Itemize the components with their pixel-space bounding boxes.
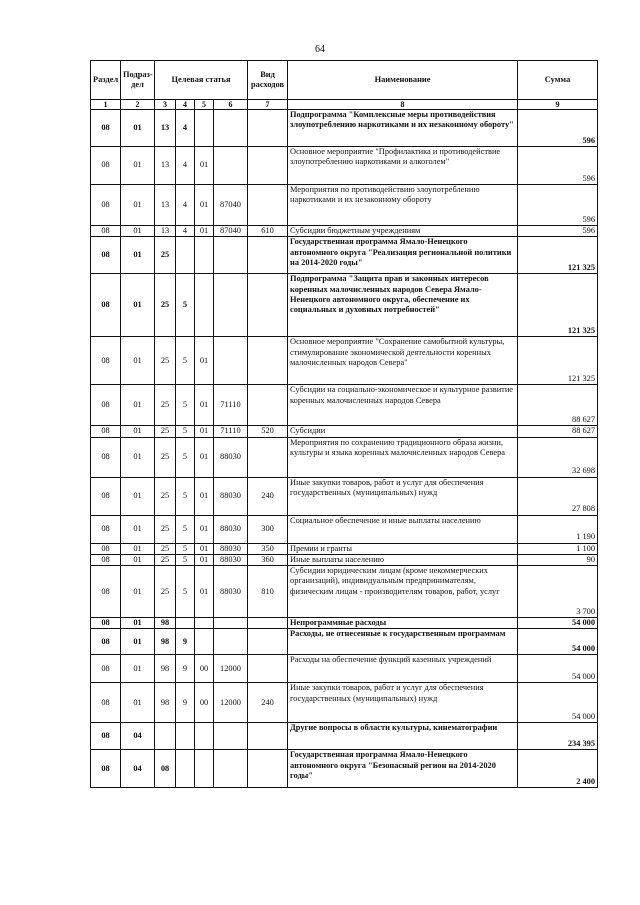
vid-cell: [248, 655, 288, 683]
sum-cell: 121 325: [518, 274, 598, 337]
razdel-cell: 08: [91, 185, 121, 226]
name-cell: Подпрограмма "Комплексные меры противодействия злоупотреблению наркотиками и их незаконному обороту": [288, 110, 518, 147]
subprogram-cell: [176, 618, 195, 629]
event-cell: 01: [195, 437, 214, 477]
name-cell: Иные закупки товаров, работ и услуг для обеспечения государственных (муниципальных) нужд: [288, 477, 518, 515]
razdel-cell: 08: [91, 543, 121, 554]
razdel-cell: 08: [91, 554, 121, 565]
direction-cell: 88030: [214, 477, 248, 515]
direction-cell: [214, 337, 248, 385]
event-cell: [195, 723, 214, 750]
razdel-cell: 08: [91, 385, 121, 426]
page-number: 64: [315, 44, 325, 55]
razdel-cell: 08: [91, 655, 121, 683]
header-razdel: Раздел: [91, 61, 121, 100]
vid-cell: 810: [248, 566, 288, 618]
event-cell: 01: [195, 226, 214, 237]
vid-cell: [248, 437, 288, 477]
table-row: [91, 385, 598, 426]
direction-cell: [214, 618, 248, 629]
direction-cell: 88030: [214, 566, 248, 618]
table-row: [91, 237, 598, 274]
event-cell: 01: [195, 185, 214, 226]
event-cell: 00: [195, 683, 214, 723]
subprogram-cell: [176, 237, 195, 274]
razdel-cell: 08: [91, 147, 121, 185]
direction-cell: [214, 274, 248, 337]
sum-cell: 90: [518, 554, 598, 565]
direction-cell: [214, 723, 248, 750]
column-number: 5: [195, 100, 214, 110]
program-cell: 25: [155, 566, 176, 618]
name-cell: Иные закупки товаров, работ и услуг для обеспечения государственных (муниципальных) нужд: [288, 683, 518, 723]
vid-cell: [248, 237, 288, 274]
program-cell: 98: [155, 618, 176, 629]
podrazdel-cell: 01: [121, 437, 155, 477]
sum-cell: 54 000: [518, 618, 598, 629]
razdel-cell: 08: [91, 723, 121, 750]
subprogram-cell: 5: [176, 274, 195, 337]
program-cell: 25: [155, 543, 176, 554]
program-cell: 25: [155, 554, 176, 565]
column-number: 6: [214, 100, 248, 110]
column-number: 3: [155, 100, 176, 110]
podrazdel-cell: 01: [121, 629, 155, 655]
vid-cell: 240: [248, 477, 288, 515]
sum-cell: 54 000: [518, 629, 598, 655]
event-cell: [195, 629, 214, 655]
program-cell: 13: [155, 226, 176, 237]
subprogram-cell: 9: [176, 629, 195, 655]
program-cell: 13: [155, 185, 176, 226]
vid-cell: [248, 723, 288, 750]
program-cell: 13: [155, 147, 176, 185]
event-cell: [195, 618, 214, 629]
vid-cell: 610: [248, 226, 288, 237]
program-cell: 98: [155, 629, 176, 655]
vid-cell: [248, 750, 288, 788]
table-row: [91, 337, 598, 385]
program-cell: 25: [155, 515, 176, 543]
event-cell: 00: [195, 655, 214, 683]
program-cell: 25: [155, 337, 176, 385]
subprogram-cell: 5: [176, 566, 195, 618]
name-cell: Субсидии юридическим лицам (кроме некоммерческих организаций), индивидуальным предпринимателям, физическим лицам - производителям товаров, работ, услуг: [288, 566, 518, 618]
vid-cell: [248, 110, 288, 147]
table-row: [91, 554, 598, 565]
sum-cell: 54 000: [518, 683, 598, 723]
direction-cell: 88030: [214, 515, 248, 543]
program-cell: 25: [155, 437, 176, 477]
podrazdel-cell: 01: [121, 655, 155, 683]
sum-cell: 1 190: [518, 515, 598, 543]
razdel-cell: 08: [91, 110, 121, 147]
table-header: [91, 61, 598, 110]
vid-cell: 300: [248, 515, 288, 543]
table-row: [91, 110, 598, 147]
sum-cell: 54 000: [518, 655, 598, 683]
program-cell: 25: [155, 426, 176, 437]
name-cell: Субсидии: [288, 426, 518, 437]
subprogram-cell: 5: [176, 515, 195, 543]
podrazdel-cell: 01: [121, 226, 155, 237]
name-cell: Непрограммные расходы: [288, 618, 518, 629]
name-cell: Подпрограмма "Защита прав и законных интересов коренных малочисленных народов Севера Ямало-Ненецкого автономного округа, обеспечение их социальных и духовных потребностей": [288, 274, 518, 337]
subprogram-cell: [176, 723, 195, 750]
sum-cell: 88 627: [518, 426, 598, 437]
name-cell: Мероприятия по сохранению традиционного образа жизни, культуры и языка коренных малочисленных народов Севера: [288, 437, 518, 477]
podrazdel-cell: 01: [121, 274, 155, 337]
razdel-cell: 08: [91, 515, 121, 543]
subprogram-cell: 9: [176, 683, 195, 723]
podrazdel-cell: 01: [121, 237, 155, 274]
razdel-cell: 08: [91, 566, 121, 618]
sum-cell: 234 395: [518, 723, 598, 750]
direction-cell: [214, 110, 248, 147]
vid-cell: 350: [248, 543, 288, 554]
name-cell: Основное мероприятие "Профилактика и противодействие злоупотреблению наркотиками и алкоголем": [288, 147, 518, 185]
table-row: [91, 226, 598, 237]
table-row: [91, 437, 598, 477]
sum-cell: 596: [518, 185, 598, 226]
event-cell: 01: [195, 147, 214, 185]
name-cell: Мероприятия по противодействию злоупотреблению наркотиками и их незаконному обороту: [288, 185, 518, 226]
direction-cell: [214, 629, 248, 655]
table-row: [91, 426, 598, 437]
vid-cell: 360: [248, 554, 288, 565]
subprogram-cell: 4: [176, 226, 195, 237]
column-number: 1: [91, 100, 121, 110]
name-cell: Основное мероприятие "Сохранение самобытной культуры, стимулирование экономической деятельности коренных малочисленных народов Севера": [288, 337, 518, 385]
vid-cell: [248, 147, 288, 185]
table-body: [91, 110, 598, 788]
podrazdel-cell: 01: [121, 683, 155, 723]
vid-cell: [248, 618, 288, 629]
podrazdel-cell: 01: [121, 618, 155, 629]
podrazdel-cell: 01: [121, 477, 155, 515]
subprogram-cell: 4: [176, 185, 195, 226]
podrazdel-cell: 01: [121, 337, 155, 385]
subprogram-cell: 5: [176, 543, 195, 554]
razdel-cell: 08: [91, 618, 121, 629]
column-number: 7: [248, 100, 288, 110]
subprogram-cell: 5: [176, 554, 195, 565]
program-cell: 25: [155, 477, 176, 515]
program-cell: 25: [155, 237, 176, 274]
name-cell: Социальное обеспечение и иные выплаты населению: [288, 515, 518, 543]
table-row: [91, 618, 598, 629]
subprogram-cell: 5: [176, 477, 195, 515]
header-sum: Сумма: [518, 61, 598, 100]
header-vid: Вид расходов: [248, 61, 288, 100]
event-cell: [195, 274, 214, 337]
sum-cell: 596: [518, 147, 598, 185]
podrazdel-cell: 01: [121, 554, 155, 565]
name-cell: Расходы, не отнесенные к государственным программам: [288, 629, 518, 655]
direction-cell: 12000: [214, 655, 248, 683]
razdel-cell: 08: [91, 750, 121, 788]
name-cell: Субсидии на социально-экономическое и культурное развитие коренных малочисленных народов Севера: [288, 385, 518, 426]
razdel-cell: 08: [91, 437, 121, 477]
direction-cell: 88030: [214, 543, 248, 554]
direction-cell: 12000: [214, 683, 248, 723]
name-cell: Субсидии бюджетным учреждениям: [288, 226, 518, 237]
direction-cell: 71110: [214, 385, 248, 426]
razdel-cell: 08: [91, 237, 121, 274]
sum-cell: 3 700: [518, 566, 598, 618]
column-number: 8: [288, 100, 518, 110]
podrazdel-cell: 01: [121, 147, 155, 185]
event-cell: 01: [195, 554, 214, 565]
event-cell: 01: [195, 426, 214, 437]
event-cell: 01: [195, 337, 214, 385]
podrazdel-cell: 01: [121, 385, 155, 426]
vid-cell: [248, 337, 288, 385]
program-cell: 98: [155, 655, 176, 683]
name-cell: Другие вопросы в области культуры, кинематографии: [288, 723, 518, 750]
name-cell: Премии и гранты: [288, 543, 518, 554]
sum-cell: 596: [518, 226, 598, 237]
table-row: [91, 566, 598, 618]
sum-cell: 27 808: [518, 477, 598, 515]
table-row: [91, 274, 598, 337]
program-cell: 25: [155, 274, 176, 337]
table-row: [91, 655, 598, 683]
subprogram-cell: 4: [176, 147, 195, 185]
vid-cell: [248, 385, 288, 426]
table-row: [91, 515, 598, 543]
podrazdel-cell: 01: [121, 185, 155, 226]
budget-table: [90, 60, 598, 788]
podrazdel-cell: 04: [121, 750, 155, 788]
razdel-cell: 08: [91, 683, 121, 723]
podrazdel-cell: 01: [121, 566, 155, 618]
subprogram-cell: 4: [176, 110, 195, 147]
razdel-cell: 08: [91, 477, 121, 515]
direction-cell: 87040: [214, 185, 248, 226]
event-cell: 01: [195, 477, 214, 515]
sum-cell: 88 627: [518, 385, 598, 426]
name-cell: Государственная программа Ямало-Ненецкого автономного округа "Реализация региональной политики на 2014-2020 годы": [288, 237, 518, 274]
sum-cell: 1 100: [518, 543, 598, 554]
table-row: [91, 723, 598, 750]
razdel-cell: 08: [91, 629, 121, 655]
vid-cell: [248, 185, 288, 226]
program-cell: [155, 723, 176, 750]
vid-cell: 240: [248, 683, 288, 723]
podrazdel-cell: 04: [121, 723, 155, 750]
table-row: [91, 543, 598, 554]
sum-cell: 121 325: [518, 237, 598, 274]
sum-cell: 32 698: [518, 437, 598, 477]
program-cell: 08: [155, 750, 176, 788]
razdel-cell: 08: [91, 226, 121, 237]
direction-cell: [214, 750, 248, 788]
column-number: 4: [176, 100, 195, 110]
table-row: [91, 477, 598, 515]
direction-cell: 71110: [214, 426, 248, 437]
razdel-cell: 08: [91, 274, 121, 337]
podrazdel-cell: 01: [121, 426, 155, 437]
event-cell: [195, 237, 214, 274]
table-row: [91, 147, 598, 185]
event-cell: 01: [195, 515, 214, 543]
program-cell: 13: [155, 110, 176, 147]
event-cell: 01: [195, 385, 214, 426]
vid-cell: 520: [248, 426, 288, 437]
sum-cell: 121 325: [518, 337, 598, 385]
podrazdel-cell: 01: [121, 515, 155, 543]
vid-cell: [248, 274, 288, 337]
name-cell: Государственная программа Ямало-Ненецкого автономного округа "Безопасный регион на 2014-2020 годы": [288, 750, 518, 788]
event-cell: 01: [195, 543, 214, 554]
table-row: [91, 629, 598, 655]
event-cell: [195, 110, 214, 147]
name-cell: Иные выплаты населению: [288, 554, 518, 565]
table-row: [91, 185, 598, 226]
sum-cell: 2 400: [518, 750, 598, 788]
vid-cell: [248, 629, 288, 655]
name-cell: Расходы на обеспечение функций казенных учреждений: [288, 655, 518, 683]
subprogram-cell: 9: [176, 655, 195, 683]
subprogram-cell: 5: [176, 426, 195, 437]
event-cell: 01: [195, 566, 214, 618]
direction-cell: 88030: [214, 554, 248, 565]
column-number: 2: [121, 100, 155, 110]
event-cell: [195, 750, 214, 788]
razdel-cell: 08: [91, 337, 121, 385]
direction-cell: [214, 237, 248, 274]
header-name: Наименование: [288, 61, 518, 100]
subprogram-cell: 5: [176, 437, 195, 477]
direction-cell: [214, 147, 248, 185]
table-row: [91, 750, 598, 788]
direction-cell: 87040: [214, 226, 248, 237]
sum-cell: 596: [518, 110, 598, 147]
subprogram-cell: 5: [176, 385, 195, 426]
podrazdel-cell: 01: [121, 543, 155, 554]
header-podrazdel: Подраз-дел: [121, 61, 155, 100]
subprogram-cell: 5: [176, 337, 195, 385]
subprogram-cell: [176, 750, 195, 788]
program-cell: 25: [155, 385, 176, 426]
direction-cell: 88030: [214, 437, 248, 477]
podrazdel-cell: 01: [121, 110, 155, 147]
table-row: [91, 683, 598, 723]
razdel-cell: 08: [91, 426, 121, 437]
program-cell: 98: [155, 683, 176, 723]
header-target: Целевая статья: [155, 61, 248, 100]
column-number: 9: [518, 100, 598, 110]
